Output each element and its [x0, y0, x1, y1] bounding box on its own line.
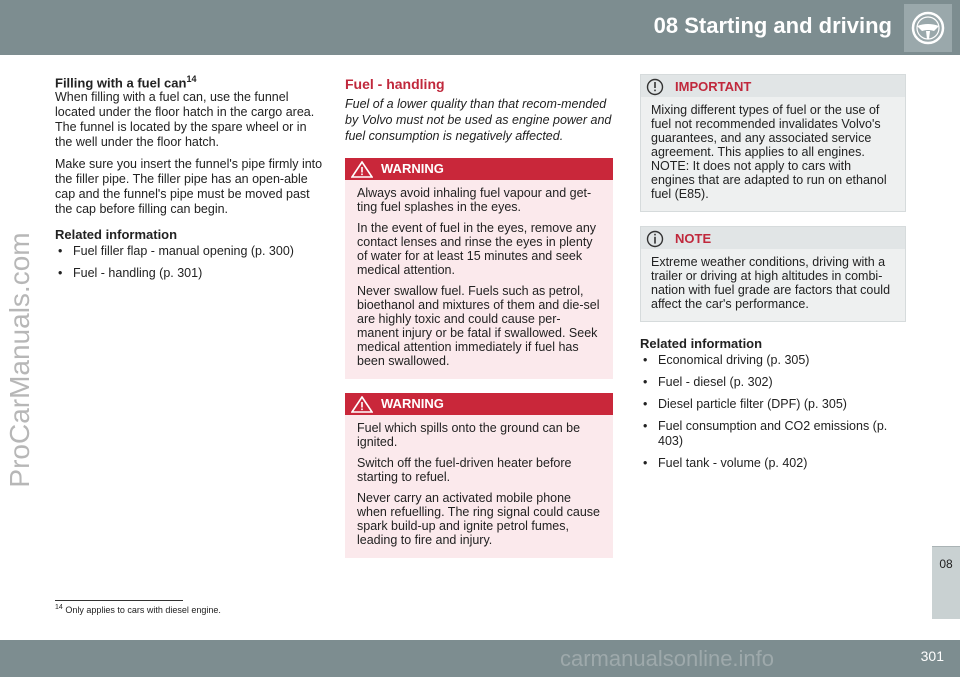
related-link[interactable]: • Fuel - diesel (p. 302): [640, 375, 906, 390]
warning-text: Always avoid inhaling fuel vapour and get-ting fuel splashes in the eyes.: [357, 186, 592, 214]
chapter-icon-box: [904, 4, 952, 52]
related-heading: Related information: [55, 227, 178, 243]
warning-triangle-icon: [351, 161, 373, 178]
important-text: Mixing different types of fuel or the use of fuel not recommended invalidates Volvo's guarantees, and any associated service agreement. This applies to all engines. NOTE: It does not apply to cars with engines that are adapted to run on ethanol fuel (E85).: [651, 103, 887, 201]
note-text: Extreme weather conditions, driving with a trailer or driving at high altitudes in combi-nation with fuel grade are factors that could affect the car's performance.: [651, 255, 891, 311]
warning-box: [345, 158, 613, 379]
warning-header: [345, 158, 613, 180]
warning-text: Fuel which spills onto the ground can be ignited.: [357, 421, 581, 449]
footnote-divider: [55, 600, 183, 601]
related-heading: Related information: [640, 336, 763, 351]
warning-box: [345, 393, 613, 558]
warning-triangle-icon: [351, 396, 373, 413]
warning-text: Never swallow fuel. Fuels such as petrol, bioethanol and mixtures of them and die-sel are highly toxic and could cause per-manent injury or be fatal if swallowed. Seek medical attention immediately if fuel has been swallowed.: [357, 284, 600, 368]
important-title: IMPORTANT: [675, 79, 752, 94]
chapter-side-tab: 08: [932, 546, 960, 619]
related-link[interactable]: • Fuel tank - volume (p. 402): [640, 456, 906, 471]
footer-watermark: carmanualsonline.info: [560, 646, 775, 671]
paragraph: When filling with a fuel can, use the funnel located under the floor hatch in the cargo area. The funnel is located by the spare wheel or in the well under the floor hatch.: [55, 90, 315, 150]
exclamation-circle-icon: [646, 78, 664, 96]
related-link[interactable]: • Fuel consumption and CO2 emissions (p. 403): [640, 419, 906, 449]
related-link[interactable]: • Diesel particle filter (DPF) (p. 305): [640, 397, 906, 412]
page-number: 301: [920, 648, 944, 664]
warning-title: WARNING: [381, 396, 444, 411]
page-header: [0, 0, 960, 55]
warning-text: Switch off the fuel-driven heater before starting to refuel.: [357, 456, 572, 484]
warning-header: [345, 393, 613, 415]
note-header: [641, 227, 905, 249]
related-link[interactable]: • Fuel - handling (p. 301): [55, 266, 325, 281]
chapter-title: 08 Starting and driving: [653, 13, 892, 38]
related-link[interactable]: • Economical driving (p. 305): [640, 353, 906, 368]
lead-paragraph: Fuel of a lower quality than that recom-mended by Volvo must not be used as engine power and fuel consumption is negatively affected.: [345, 97, 612, 143]
section-heading-fuel-handling: Fuel - handling: [345, 76, 445, 92]
column-2: [345, 74, 613, 572]
section-heading-fuel-can: Filling with a fuel can$^{14}$: [55, 74, 197, 91]
info-circle-icon: [646, 230, 664, 248]
note-title: NOTE: [675, 231, 712, 246]
related-list: [55, 244, 325, 281]
warning-text: Never carry an activated mobile phone when refuelling. The ring signal could cause spark build-up and ignite petrol fumes, leading to fire and injury.: [357, 491, 600, 547]
important-header: [641, 75, 905, 97]
warning-text: In the event of fuel in the eyes, remove any contact lenses and rinse the eyes in plenty of water for at least 15 minutes and seek medical attention.: [357, 221, 597, 277]
page-footer: [0, 640, 960, 677]
important-box: [640, 74, 906, 212]
related-link[interactable]: • Fuel filler flap - manual opening (p. 300): [55, 244, 325, 259]
column-3: [640, 74, 906, 478]
note-box: [640, 226, 906, 322]
related-list: [640, 353, 906, 471]
footnote: $^{14}$ Only applies to cars with diesel engine.: [55, 604, 221, 615]
column-1: [55, 74, 325, 288]
paragraph: Make sure you insert the funnel's pipe firmly into the filler pipe. The filler pipe has an open-able cap and the funnel's pipe must be moved past the cap before filling can begin.: [55, 157, 323, 217]
steering-wheel-icon: [910, 10, 946, 46]
warning-title: WARNING: [381, 161, 444, 176]
